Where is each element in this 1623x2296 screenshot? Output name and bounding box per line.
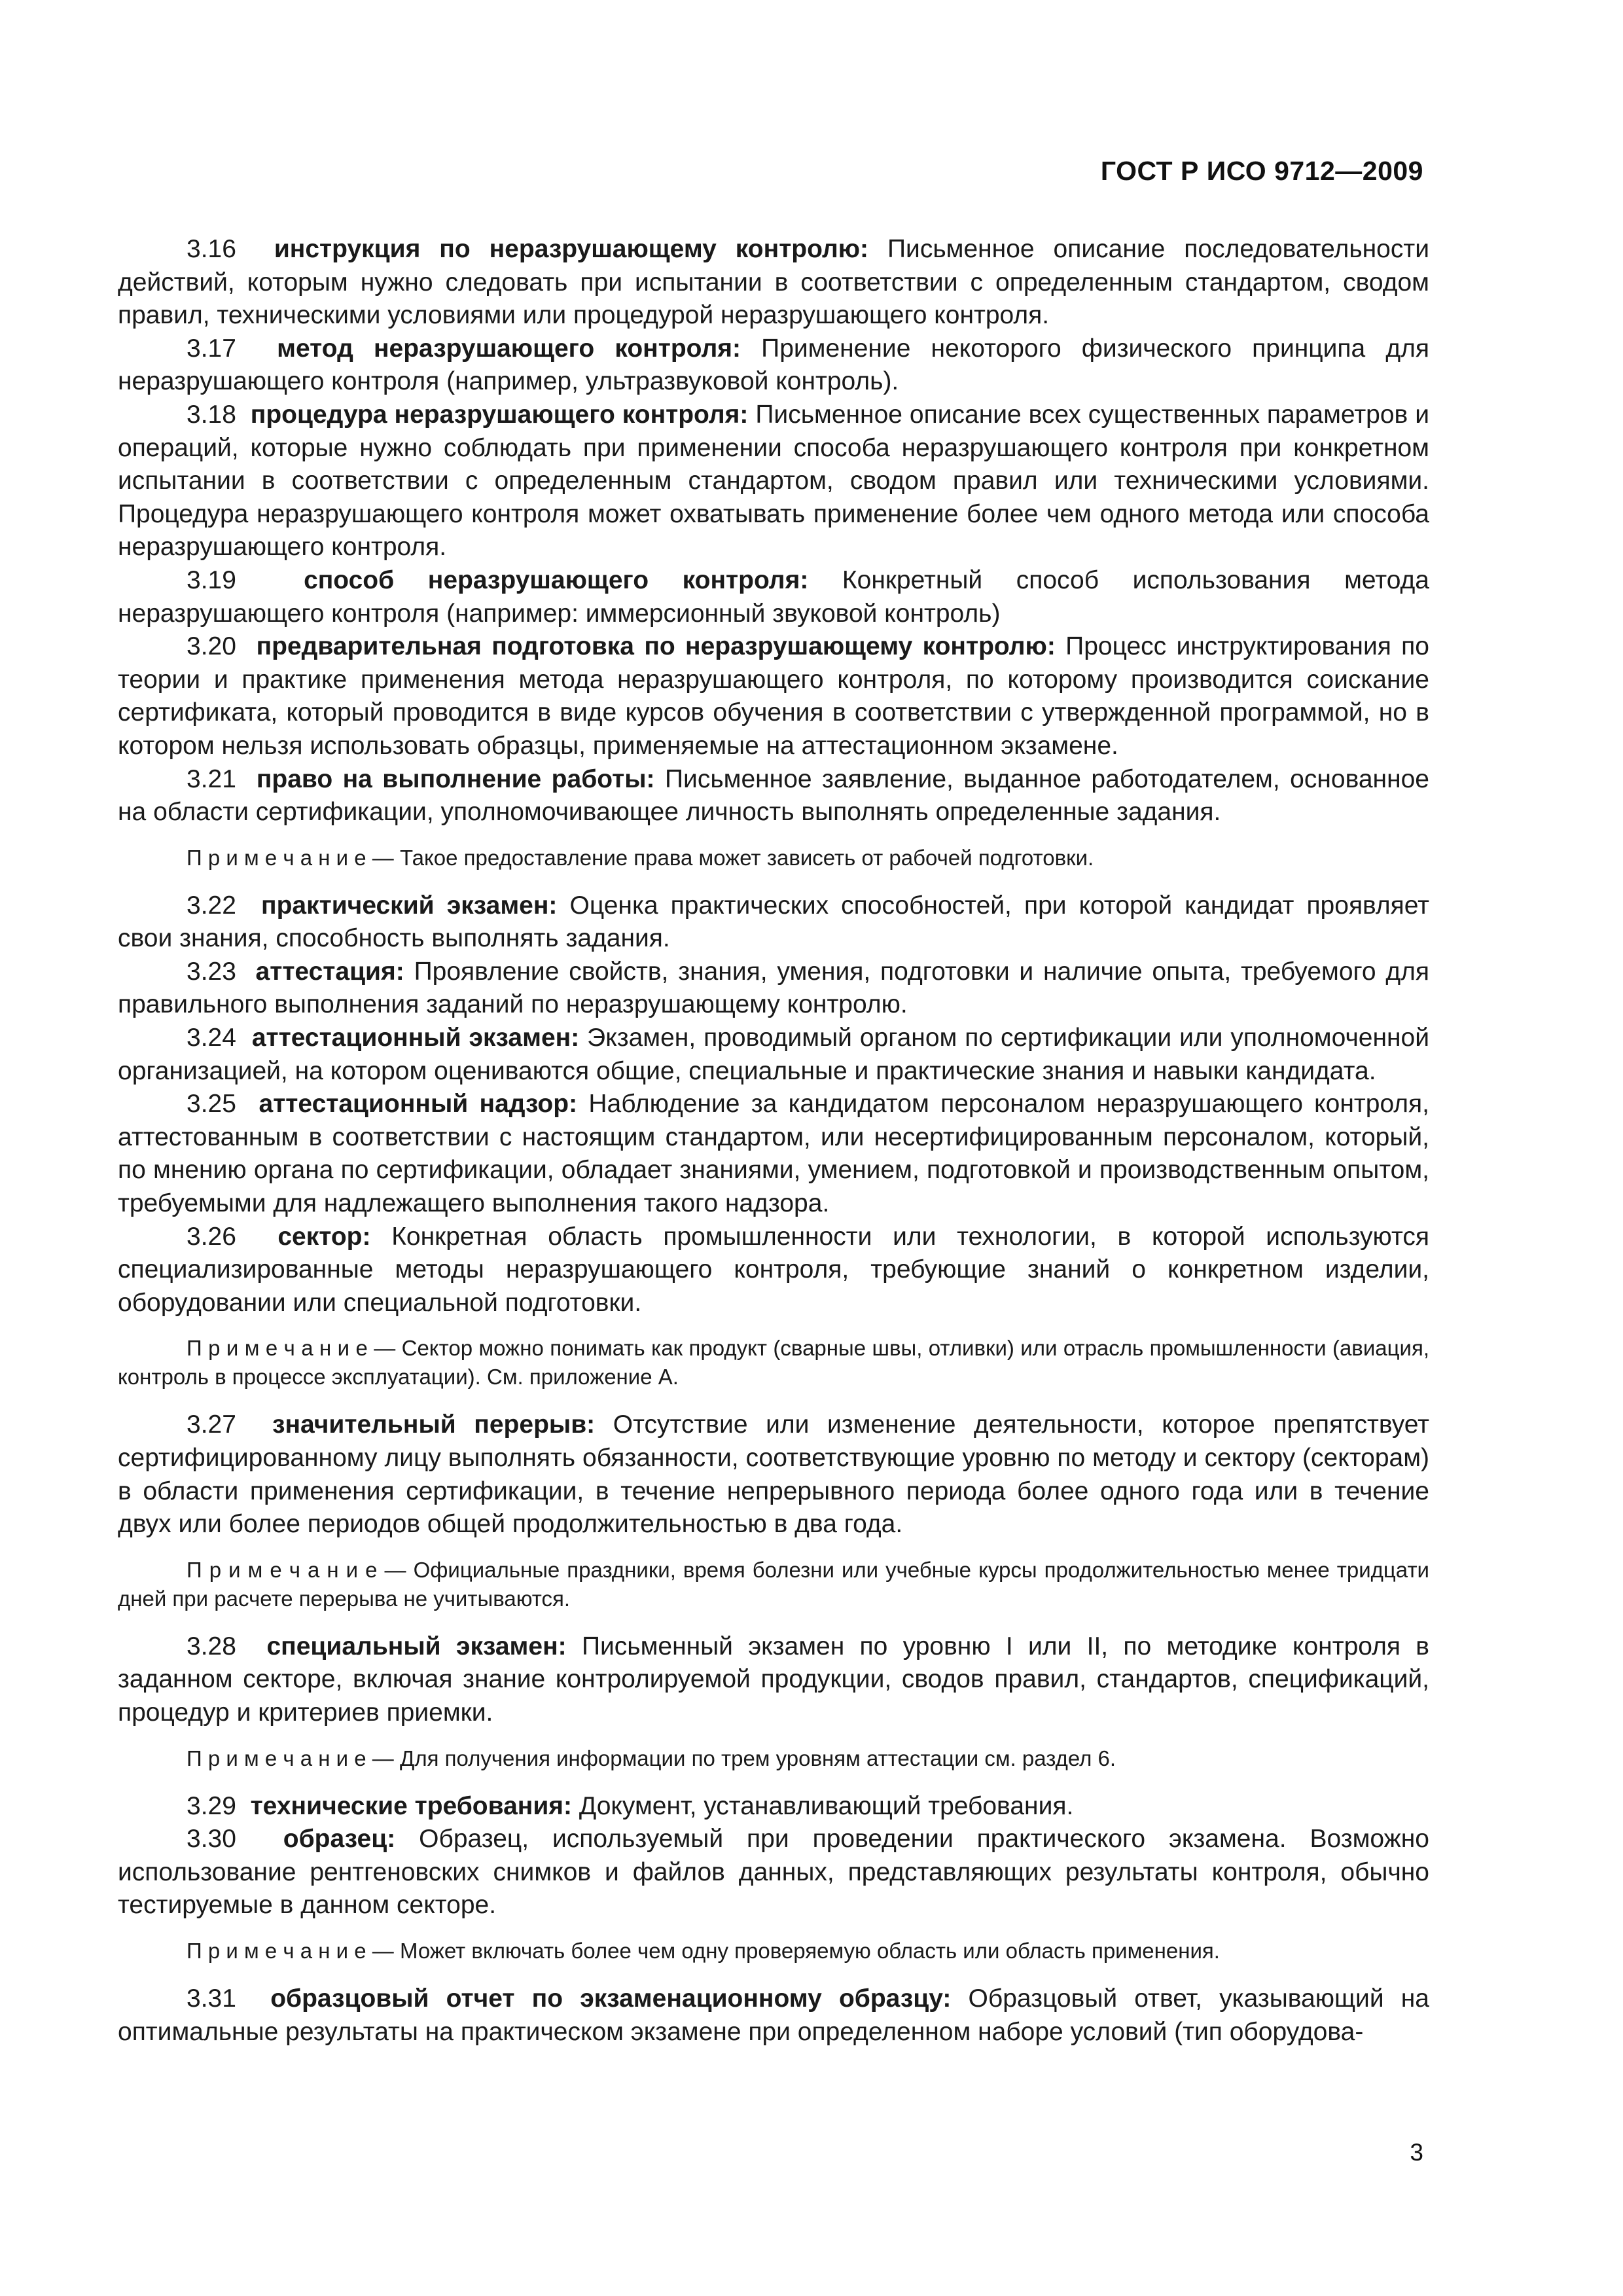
definition-term: процедура неразрушающего контроля: [250, 400, 749, 429]
note-3-30 [118, 1937, 1429, 1965]
standard-header: ГОСТ Р ИСО 9712—2009 [1100, 156, 1423, 186]
definition-text: Отсутствие или изменение деятельности, которое препятствует сертифицированному лицу выполнять обязанности, соответствующие уровню по методу и сектору (секторам) в области применения сертификации, в течение непрерывного периода более одного года или в течение двух или более периодов общей продолжительностью в два года. [118, 1410, 1430, 1539]
definition-text: Применение некоторого физического принципа для неразрушающего контроля (например, ультразвуковой контроль). [118, 334, 1429, 396]
definition-text: Наблюдение за кандидатом персоналом неразрушающего контроля, аттестованным в соответствии с настоящим стандартом, или несертифицированным персоналом, который, по мнению органа по сертификации, обладает знаниями, умением, подготовкой и производственным опытом, требуемыми для надлежащего выполнения такого надзора. [118, 1090, 1430, 1218]
definition-3-27 [118, 1408, 1429, 1541]
definition-term: практический экзамен: [261, 891, 558, 920]
definition-number: 3.26 [187, 1222, 236, 1251]
definition-number: 3.25 [187, 1090, 236, 1119]
definition-3-26 [118, 1221, 1429, 1320]
definition-term: специальный экзамен: [266, 1632, 567, 1660]
note-label: П р и м е ч а н и е — [187, 1557, 406, 1582]
definitions-list [118, 233, 1429, 2049]
definition-3-30 [118, 1823, 1429, 1922]
definition-text: Экзамен, проводимый органом по сертификации или уполномоченной организацией, на котором оцениваются общие, специальные и практические знания и навыки кандидата. [118, 1024, 1429, 1085]
note-text: Сектор можно понимать как продукт (сварные швы, отливки) или отрасль промышленности (авиация, контроль в процессе эксплуатации). См. приложение А. [118, 1336, 1429, 1390]
page-number: 3 [1410, 2139, 1423, 2166]
note-text: Такое предоставление права может зависеть от рабочей подготовки. [399, 845, 1094, 870]
definition-term: сектор: [277, 1222, 371, 1251]
definition-term: образец: [283, 1825, 396, 1854]
definition-term: аттестация: [255, 957, 404, 986]
definition-text: Образцовый ответ, указывающий на оптимальные результаты на практическом экзамене при определенном наборе условий (тип оборудова- [118, 1984, 1429, 2046]
definition-text: Письменный экзамен по уровню I или II, по методике контроля в заданном секторе, включая знание контролируемой продукции, сводов правил, стандартов, спецификаций, процедур и критериев приемки. [118, 1632, 1429, 1727]
definition-number: 3.23 [187, 957, 236, 986]
definition-number: 3.24 [187, 1024, 236, 1052]
definition-term: аттестационный экзамен: [251, 1024, 580, 1052]
definition-number: 3.22 [187, 891, 236, 920]
definition-3-29 [118, 1790, 1429, 1823]
note-3-28 [118, 1744, 1429, 1773]
definition-3-31 [118, 1982, 1429, 2049]
definition-term: образцовый отчет по экзаменационному образцу: [270, 1984, 952, 2013]
definition-text: Процесс инструктирования по теории и практике применения метода неразрушающего контроля, по которому производится соискание сертификата, который проводится в виде курсов обучения в соответствии с утвержденной программой, но в котором нельзя использовать образцы, применяемые на аттестационном экзамене. [118, 632, 1429, 760]
definition-number: 3.20 [187, 632, 236, 661]
definition-number: 3.29 [187, 1791, 236, 1820]
definition-3-21 [118, 763, 1429, 829]
note-3-27 [118, 1556, 1429, 1613]
definition-3-19 [118, 564, 1429, 630]
definition-3-16 [118, 233, 1429, 332]
definition-text: Письменное заявление, выданное работодателем, основанное на области сертификации, уполномочивающее личность выполнять определенные задания. [118, 764, 1429, 827]
definition-number: 3.31 [187, 1984, 236, 2013]
note-text: Может включать более чем одну проверяемую область или область применения. [399, 1938, 1220, 1963]
definition-3-17 [118, 332, 1429, 399]
definition-3-22 [118, 889, 1429, 956]
definition-text: Конкретная область промышленности или технологии, в которой используются специализированные методы неразрушающего контроля, требующие знаний о конкретном изделии, оборудовании или специальной подготовки. [118, 1222, 1429, 1317]
definition-text: Проявление свойств, знания, умения, подготовки и наличие опыта, требуемого для правильного выполнения заданий по неразрушающему контролю. [118, 957, 1430, 1019]
definition-number: 3.27 [187, 1410, 236, 1439]
note-label: П р и м е ч а н и е — [187, 845, 394, 870]
note-text: Официальные праздники, время болезни или учебные курсы продолжительностью менее тридцати дней при расчете перерыва не учитываются. [118, 1557, 1429, 1611]
definition-number: 3.17 [187, 334, 236, 363]
definition-term: технические требования: [250, 1791, 573, 1820]
note-3-21 [118, 844, 1429, 872]
definition-term: аттестационный надзор: [259, 1090, 578, 1119]
definition-3-18 [118, 399, 1429, 564]
definition-number: 3.16 [187, 235, 236, 263]
note-label: П р и м е ч а н и е — [187, 1938, 394, 1963]
definition-term: инструкция по неразрушающему контролю: [274, 235, 869, 263]
definition-number: 3.18 [187, 400, 236, 429]
definition-term: значительный перерыв: [272, 1410, 596, 1439]
definition-text: Конкретный способ использования метода неразрушающего контроля (например: иммерсионный звуковой контроль) [118, 565, 1429, 628]
definition-term: право на выполнение работы: [256, 764, 655, 793]
definition-term: предварительная подготовка по неразрушающему контролю: [256, 632, 1056, 661]
definition-number: 3.28 [187, 1632, 236, 1660]
definition-text: Письменное описание последовательности действий, которым нужно следовать при испытании в соответствии с определенным стандартом, сводом правил, техническими условиями или процедурой неразрушающего контроля. [118, 235, 1430, 330]
note-3-26 [118, 1334, 1429, 1391]
definition-text: Образец, используемый при проведении практического экзамена. Возможно использование рентгеновских снимков и файлов данных, представляющих результаты контроля, обычно тестируемые в данном секторе. [118, 1825, 1429, 1920]
definition-number: 3.19 [187, 565, 236, 594]
definition-3-25 [118, 1088, 1429, 1220]
definition-text: Документ, устанавливающий требования. [579, 1791, 1074, 1820]
definition-term: метод неразрушающего контроля: [277, 334, 741, 363]
definition-3-23 [118, 956, 1429, 1022]
note-text: Для получения информации по трем уровням аттестации см. раздел 6. [399, 1746, 1116, 1770]
definition-number: 3.30 [187, 1825, 236, 1854]
note-label: П р и м е ч а н и е — [187, 1336, 396, 1361]
definition-text: Письменное описание всех существенных параметров и операций, которые нужно соблюдать при применении способа неразрушающего контроля при конкретном испытании в соответствии с определенным стандартом, сводом правил или техническими условиями. Процедура неразрушающего контроля может охватывать применение более чем одного метода или способа неразрушающего контроля. [118, 400, 1430, 562]
definition-3-20 [118, 630, 1429, 762]
definition-3-28 [118, 1630, 1429, 1730]
definition-text: Оценка практических способностей, при которой кандидат проявляет свои знания, способность выполнять задания. [118, 891, 1430, 953]
note-label: П р и м е ч а н и е — [187, 1746, 394, 1770]
definition-number: 3.21 [187, 764, 236, 793]
definition-term: способ неразрушающего контроля: [304, 565, 809, 594]
definition-3-24 [118, 1022, 1429, 1088]
